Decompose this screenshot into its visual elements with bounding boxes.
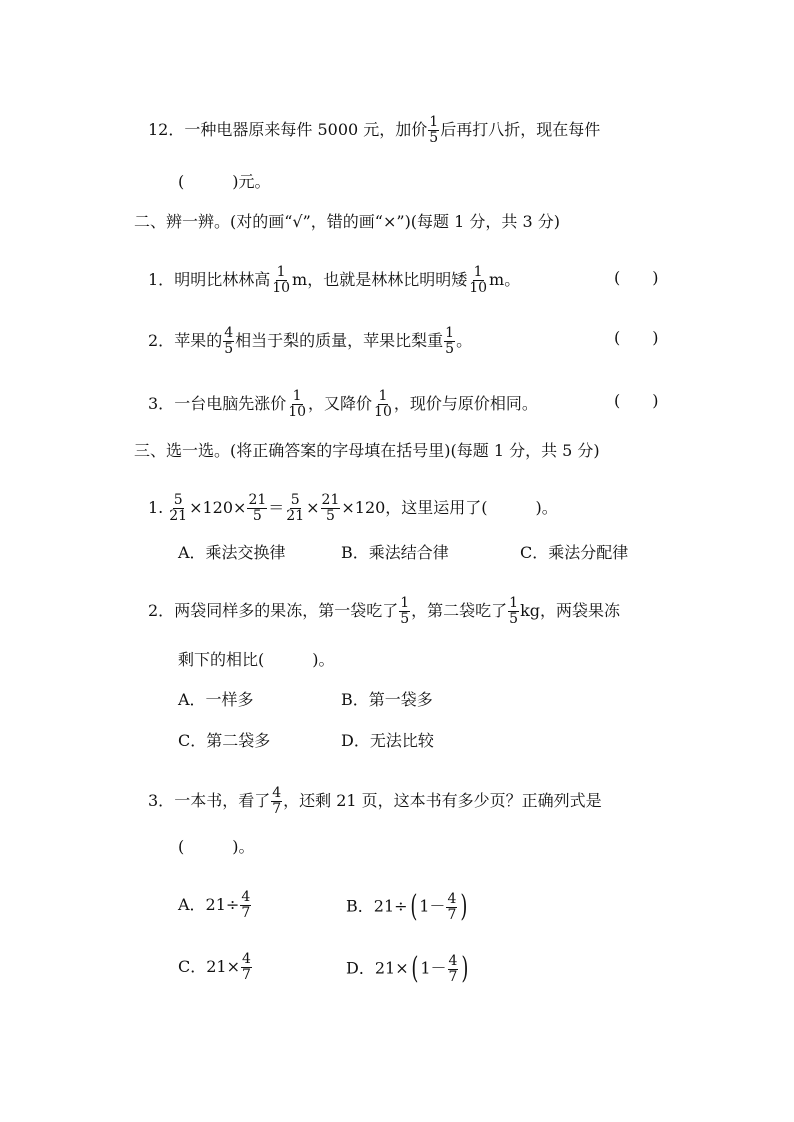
fraction-numerator: 1 (473, 264, 483, 280)
s3-q3-option-a (178, 890, 252, 921)
fraction-numerator: 4 (241, 889, 251, 905)
fraction (247, 493, 267, 524)
fraction-denominator: 5 (325, 508, 335, 524)
fraction-denominator: 21 (169, 508, 188, 524)
item-text: 一本书，看了 (174, 791, 271, 810)
right-paren: ) (460, 889, 468, 924)
section3-heading: 三、选一选。(将正确答案的字母填在括号里)(每题 1 分，共 5 分) (134, 441, 600, 460)
item-number: 1. (148, 498, 164, 517)
fraction-denominator: 7 (448, 968, 458, 985)
q12-fraction (428, 115, 439, 146)
q12-text-a: 一种电器原来每件 5000 元，加价 (184, 120, 428, 139)
q12-number: 12． (148, 120, 185, 139)
fraction-denominator: 5 (429, 130, 439, 146)
s2-answer-paren-1: ( ) (614, 268, 659, 287)
fraction-denominator: 5 (224, 341, 234, 357)
fraction-numerator: 4 (272, 785, 282, 801)
s3-q1-option-c: C．乘法分配律 (520, 543, 629, 562)
fraction (446, 892, 457, 923)
s3-q3-option-d (346, 952, 471, 986)
s3-q1-option-b: B．乘法结合律 (341, 543, 449, 562)
fraction (468, 265, 488, 296)
fraction-denominator: 7 (447, 906, 457, 923)
fraction-denominator: 7 (272, 801, 282, 817)
s3-q1 (148, 493, 558, 524)
item-text: m。 (489, 270, 521, 289)
option-text: 1－ (419, 896, 446, 916)
option-text: D．21× (346, 958, 409, 978)
fraction-numerator: 5 (173, 492, 183, 508)
fraction (508, 596, 519, 627)
fraction (373, 389, 393, 420)
item-number: 3． (148, 791, 175, 810)
item-text: ，又降价 (308, 394, 373, 413)
s3-q2-line1 (148, 596, 620, 627)
fraction-denominator: 21 (286, 508, 305, 524)
s2-answer-paren-3: ( ) (614, 391, 659, 410)
fraction-denominator: 5 (445, 341, 455, 357)
item-number: 2． (148, 331, 175, 350)
item-text: 明明比林林高 (174, 270, 271, 289)
s2-item-1 (148, 265, 520, 296)
fraction-denominator: 10 (374, 404, 392, 420)
fraction (223, 326, 234, 357)
item-text: ，还剩 21 页，这本书有多少页？正确列式是 (283, 791, 602, 810)
s3-q3-line1 (148, 786, 602, 817)
s3-q2-line2: 剩下的相比( )。 (178, 650, 335, 669)
item-number: 3． (148, 394, 175, 413)
fraction (241, 952, 252, 983)
fraction-numerator: 1 (429, 114, 439, 130)
item-text: 苹果的 (174, 331, 223, 350)
fraction-numerator: 21 (248, 492, 267, 508)
fraction (321, 493, 341, 524)
fraction (448, 954, 459, 985)
option-text: C．21× (178, 957, 241, 976)
fraction (271, 786, 282, 817)
fraction-denominator: 10 (288, 404, 307, 420)
right-paren: ) (461, 951, 469, 986)
expression-text: ×120× (189, 498, 247, 517)
fraction-numerator: 1 (276, 264, 286, 280)
fraction-denominator: 5 (252, 508, 262, 524)
option-text: 1－ (420, 958, 447, 978)
q12-line1 (148, 115, 600, 146)
fraction (399, 596, 410, 627)
section2-heading: 二、辨一辨。(对的画“√”，错的画“×”)(每题 1 分，共 3 分) (134, 212, 560, 231)
fraction (271, 265, 291, 296)
fraction-numerator: 1 (445, 325, 455, 341)
s3-q2-option-a: A．一样多 (178, 690, 254, 709)
fraction-numerator: 1 (509, 595, 519, 611)
s3-q3-option-c (178, 952, 253, 983)
fraction (287, 389, 307, 420)
item-text: 两袋同样多的果冻，第一袋吃了 (174, 601, 399, 620)
fraction-denominator: 10 (272, 280, 291, 296)
item-text: 一台电脑先涨价 (174, 394, 287, 413)
fraction-denominator: 10 (469, 280, 488, 296)
left-paren: ( (409, 889, 417, 924)
fraction-numerator: 21 (321, 492, 340, 508)
s3-q2-option-b: B．第一袋多 (341, 690, 433, 709)
fraction-denominator: 7 (242, 967, 251, 983)
fraction-numerator: 4 (447, 890, 457, 907)
item-text: 。 (456, 331, 473, 350)
fraction (444, 326, 455, 357)
item-text: kg，两袋果冻 (520, 601, 621, 620)
s3-q1-option-a: A．乘法交换律 (178, 543, 286, 562)
s3-q2-option-d: D．无法比较 (341, 731, 434, 750)
left-paren: ( (410, 951, 418, 986)
s2-item-3 (148, 389, 538, 420)
item-number: 2． (148, 601, 175, 620)
option-text: B．21÷ (346, 896, 408, 916)
item-text: m，也就是林林比明明矮 (292, 270, 468, 289)
expression-text: ＝ (268, 498, 285, 517)
fraction-numerator: 1 (400, 595, 410, 611)
fraction-denominator: 7 (241, 905, 251, 921)
fraction (168, 493, 188, 524)
fraction (240, 890, 251, 921)
fraction-numerator: 4 (224, 325, 234, 341)
item-text: 相当于梨的质量，苹果比梨重 (235, 331, 444, 350)
fraction (285, 493, 305, 524)
fraction-numerator: 5 (290, 492, 300, 508)
s2-answer-paren-2: ( ) (614, 328, 659, 347)
s2-item-2 (148, 326, 472, 357)
fraction-denominator: 5 (400, 611, 410, 627)
q12-blank: ( )元。 (178, 172, 271, 191)
s3-q3-line2: ( )。 (178, 837, 255, 856)
fraction-numerator: 1 (378, 388, 388, 404)
expression-text: × (306, 498, 320, 517)
expression-text: ×120，这里运用了( )。 (341, 498, 558, 517)
fraction-numerator: 4 (448, 952, 458, 969)
fraction-denominator: 5 (509, 611, 519, 627)
item-text: ，现价与原价相同。 (393, 394, 538, 413)
fraction-numerator: 4 (242, 951, 251, 967)
fraction-numerator: 1 (292, 388, 302, 404)
q12-text-b: 后再打八折，现在每件 (440, 120, 601, 139)
s3-q2-option-c: C．第二袋多 (178, 731, 271, 750)
item-text: ，第二袋吃了 (411, 601, 508, 620)
s3-q3-option-b (346, 890, 470, 924)
item-number: 1． (148, 270, 175, 289)
option-text: A．21÷ (178, 895, 240, 914)
